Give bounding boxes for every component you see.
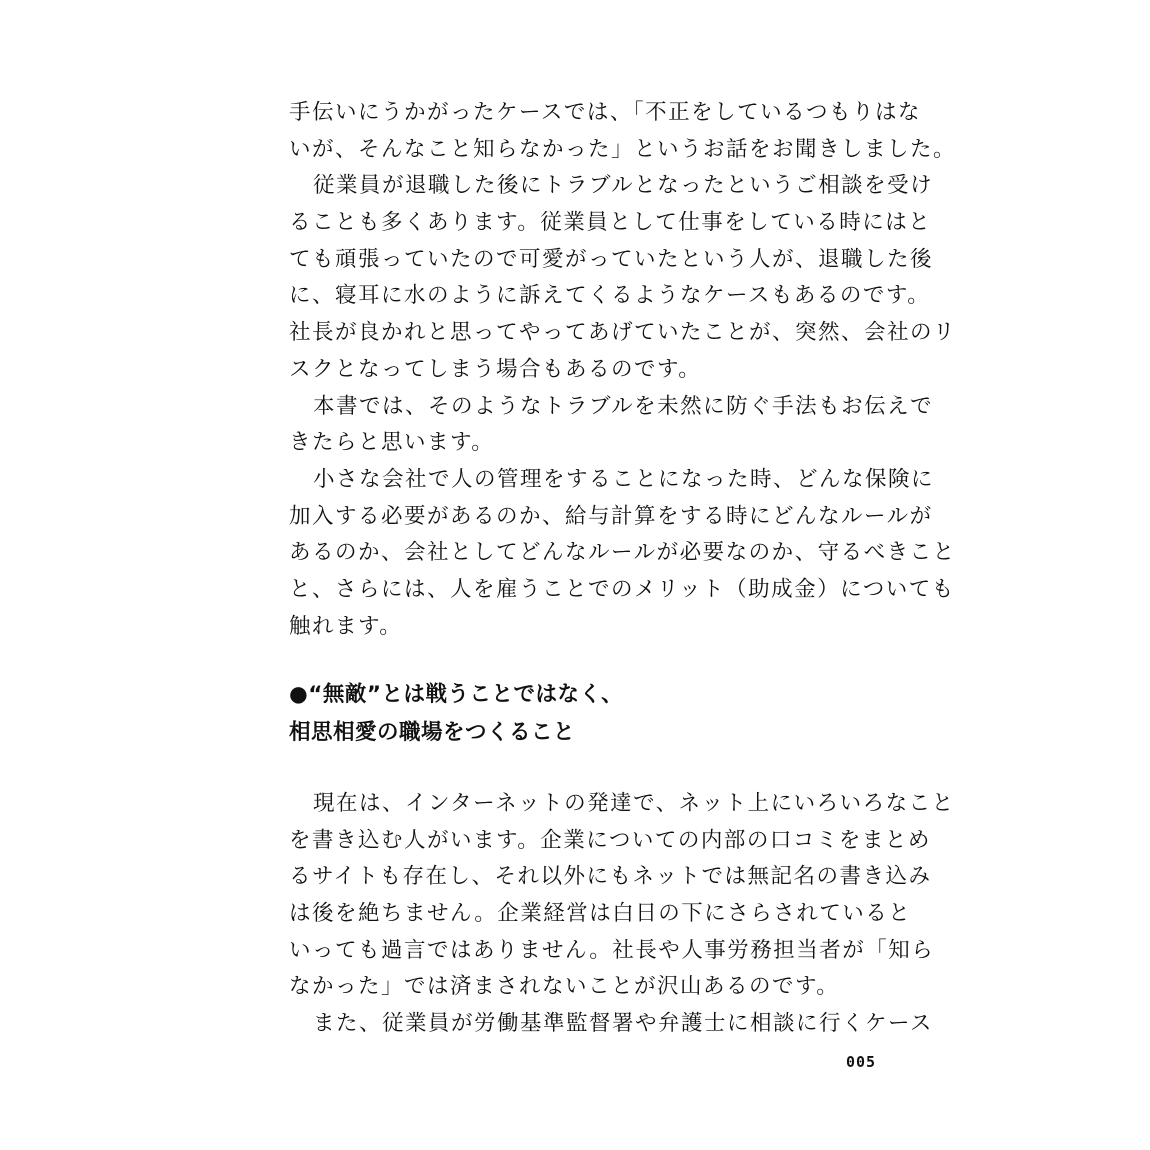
text-line: ても頑張っていたので可愛がっていたという人が、退職した後 [289, 246, 934, 272]
text-line: るサイトも存在し、それ以外にもネットでは無記名の書き込み [289, 864, 932, 890]
text-line: 社長が良かれと思ってやってあげていたことが、突然、会社のリ [289, 320, 957, 346]
text-line: いが、そんなこと知らなかった」というお話をお聞きしました。 [289, 136, 957, 162]
text-line: ることも多くあります。従業員として仕事をしている時にはと [289, 210, 932, 236]
text-line: いっても過言ではありません。社長や人事労務担当者が「知ら [289, 937, 935, 963]
text-line: なかった」では済まされないことが沢山あるのです。 [289, 974, 840, 1000]
text-line: 現在は、インターネットの発達で、ネット上にいろいろなこと [313, 791, 955, 816]
section-heading-line: ●“無敵”とは戦うことではなく、 [289, 682, 624, 707]
text-line: 手伝いにうかがったケースでは、「不正をしているつもりはな [289, 100, 921, 125]
page-number: 005 [846, 1053, 877, 1071]
text-line: あるのか、会社としてどんなルールが必要なのか、守るべきこと [289, 540, 956, 566]
text-line: 本書では、そのようなトラブルを未然に防ぐ手法もお伝えで [313, 393, 934, 419]
text-line: 加入する必要があるのか、給与計算をする時にどんなルールが [289, 503, 933, 529]
text-line: また、従業員が労働基準監督署や弁護士に相談に行くケース [313, 1011, 933, 1037]
text-line: に、寝耳に水のように訴えてくるようなケースもあるのです。 [289, 283, 931, 309]
text-line: を書き込む人がいます。企業についての内部の口コミをまとめ [289, 827, 931, 853]
section-heading [289, 676, 889, 752]
section-heading-line: 相思相愛の職場をつくること [289, 720, 576, 745]
body-text-lower [289, 786, 955, 1043]
text-line: 従業員が退職した後にトラブルとなったというご相談を受け [313, 173, 934, 199]
text-line: 触れます。 [289, 613, 403, 639]
text-line: と、さらには、人を雇うことでのメリット（助成金）についても [289, 576, 955, 602]
text-line: 小さな会社で人の管理をすることになった時、どんな保険に [313, 466, 935, 492]
body-text-upper [289, 95, 957, 645]
text-line: スクとなってしまう場合もあるのです。 [289, 356, 702, 382]
text-line: は後を絶ちません。企業経営は白日の下にさらされていると [289, 901, 912, 927]
text-line: きたらと思います。 [289, 430, 495, 456]
